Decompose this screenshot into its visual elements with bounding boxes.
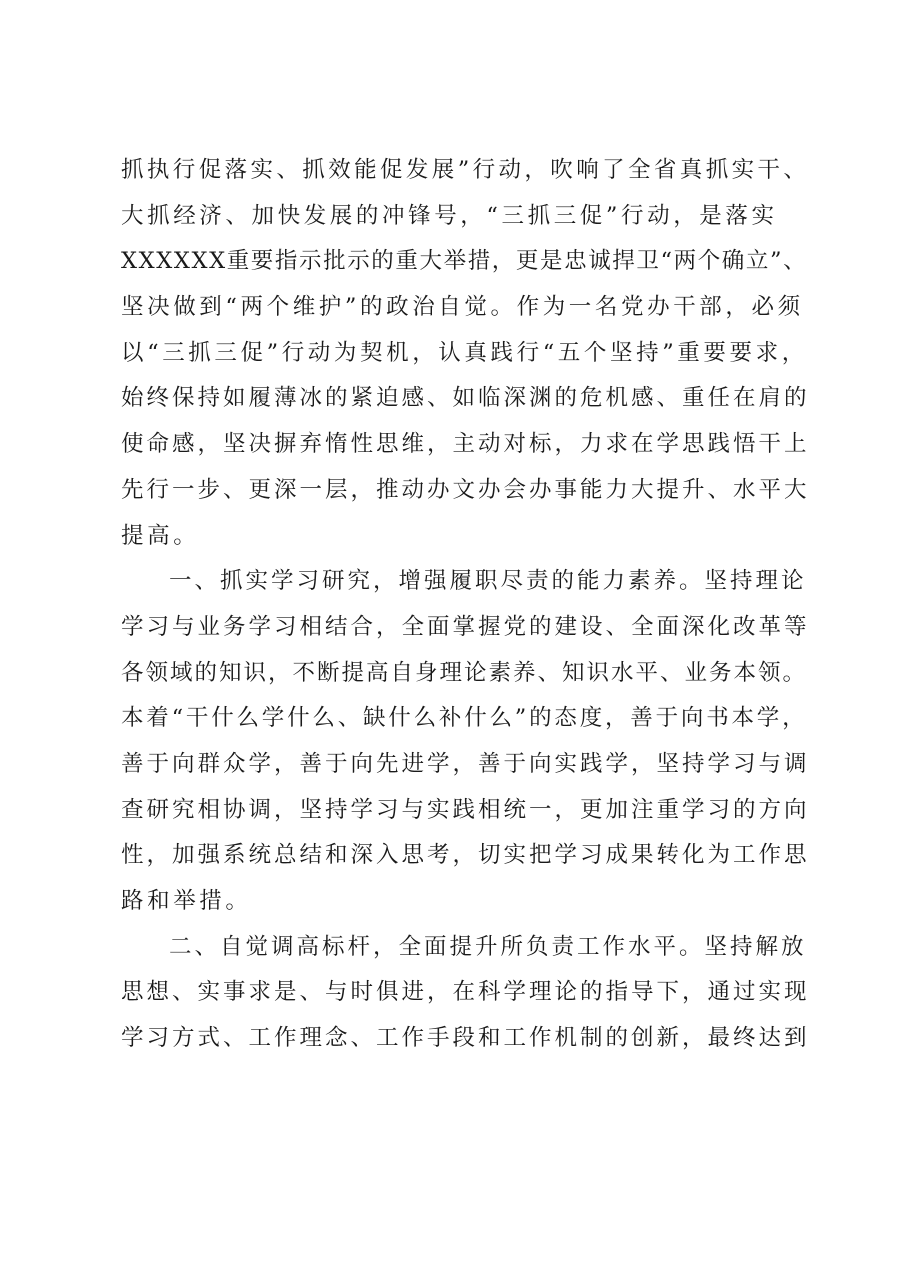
text-line: 坚决做到“两个维护”的政治自觉。作为一名党办干部，必须: [121, 294, 804, 321]
text-line: 使命感，坚决摒弃惰性思维，主动对标，力求在学思践悟干上: [121, 431, 810, 458]
paragraph-intro: [121, 148, 811, 559]
text-line: 始终保持如履薄冰的紧迫感、如临深渊的危机感、重任在肩的: [121, 385, 810, 412]
text-line: 二、自觉调高标杆，全面提升所负责工作水平。坚持解放: [169, 933, 807, 960]
text-line: 路和举措。: [121, 888, 252, 914]
text-line: 思想、实事求是、与时俱进，在科学理论的指导下，通过实现: [121, 979, 810, 1006]
text-line: 查研究相协调，坚持学习与实践相统一，更加注重学习的方向: [121, 796, 810, 823]
text-line: XXXXXX重要指示批示的重大举措，更是忠诚捍卫“两个确立”、: [121, 248, 808, 275]
text-line: 一、抓实学习研究，增强履职尽责的能力素养。坚持理论: [169, 568, 807, 595]
text-line: 学习方式、工作理念、工作手段和工作机制的创新，最终达到: [121, 1025, 810, 1052]
document-body: [121, 148, 811, 1062]
paragraph-section-one: [121, 559, 811, 925]
text-line: 先行一步、更深一层，推动办文办会办事能力大提升、水平大: [121, 476, 810, 503]
text-line: 抓执行促落实、抓效能促发展”行动，吹响了全省真抓实干、: [121, 157, 810, 183]
text-line: 以“三抓三促”行动为契机，认真践行“五个坚持”重要要求，: [121, 339, 808, 366]
text-line: 本着“干什么学什么、缺什么补什么”的态度，善于向书本学，: [121, 705, 808, 732]
paragraph-section-two: [121, 925, 811, 1062]
text-line: 学习与业务学习相结合，全面掌握党的建设、全面深化改革等: [121, 613, 810, 640]
text-line: 提高。: [121, 522, 200, 549]
text-line: 各领域的知识，不断提高自身理论素养、知识水平、业务本领。: [121, 659, 808, 686]
text-line: 性，加强系统总结和深入思考，切实把学习成果转化为工作思: [121, 842, 810, 869]
text-line: 大抓经济、加快发展的冲锋号，“三抓三促”行动，是落实: [121, 202, 778, 229]
text-line: 善于向群众学，善于向先进学，善于向实践学，坚持学习与调: [121, 750, 810, 777]
